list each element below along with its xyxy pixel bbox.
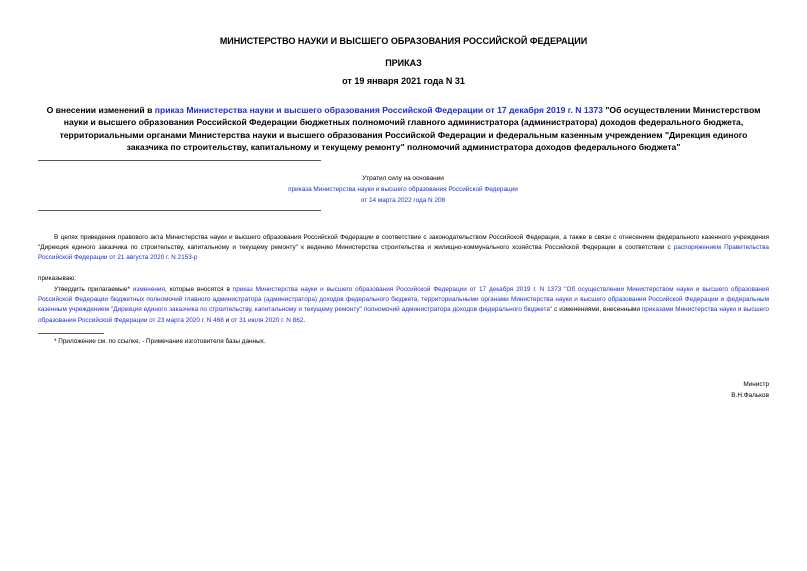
signature-name: В.Н.Фальков	[731, 392, 769, 399]
title-amended-order-link[interactable]: приказ Министерства науки и высшего образования Российской Федерации от 17 декабря 2019 г. N 1373	[154, 105, 603, 115]
intro-paragraph	[38, 233, 769, 264]
signature-position: Министр	[743, 381, 769, 388]
document-title	[38, 104, 769, 154]
amending-order-862-link[interactable]: от 31 июля 2020 г. N 862	[230, 316, 304, 324]
order-word: приказываю:	[38, 275, 76, 282]
approval-end: .	[303, 316, 306, 324]
amending-orders-link[interactable]: приказами Министерства науки и высшего образования Российской Федерации от 23 марта 2020 г. N 468	[38, 306, 769, 324]
approval-paragraph	[38, 285, 769, 326]
date-number-heading: от 19 января 2021 года N 31	[342, 76, 465, 86]
repealing-order-date-link[interactable]: от 14 марта 2022 года N 208	[360, 197, 446, 204]
approval-start: Утвердить прилагаемые*	[54, 286, 133, 293]
intro-text: В целях приведения правового акта Министерства науки и высшего образования Российской Федерации в соответствие с законодательством Российской Федерации, а также в связи с отнесением федерального казенного учреждения "Дирекция единого заказчика по строительству, капитальному и текущему ремонту" к ведению Министерства строительства и жилищно-коммунального хозяйства Российской Федерации в соответствии с	[38, 234, 769, 252]
status-note-text: Утратил силу на основании	[362, 175, 444, 182]
approval-mid1: , которые вносятся в	[164, 286, 233, 293]
title-prefix: О внесении изменений в	[46, 105, 155, 115]
signature-block	[569, 379, 769, 401]
footnote: * Приложение см. по ссылке. - Примечание изготовителя базы данных.	[54, 338, 266, 345]
approval-mid2: с изменениями, внесенными	[552, 306, 642, 314]
amended-order-link[interactable]: приказ Министерства науки и высшего образования Российской Федерации от 17 декабря 2019 г. N 1373 "Об осуществлении Министерством науки и высшего образования Российской Федерации бюджетных полномочий главного администратора (администратора) доходов федерального бюджета, территориальными органами Министерства науки и высшего образования Российской Федерации и федеральным казенным учреждением "Дирекция единого заказчика по строительству, капитальному и текущему ремонту" полномочий администратора доходов федерального бюджета"	[38, 286, 769, 314]
doc-type-heading: ПРИКАЗ	[385, 58, 422, 68]
changes-link[interactable]: изменения	[132, 286, 165, 293]
status-note	[210, 173, 596, 206]
divider-top	[38, 160, 321, 161]
approval-mid3: и	[223, 316, 231, 324]
title-rest: "Об осуществлении Министерством науки и высшего образования Российской Федерации бюджетных полномочий главного администратора (администратора) доходов федерального бюджета, территориальными органами Министерства науки и высшего образования Российской Федерации и федеральным казенным учреждением "Дирекция единого заказчика по строительству, капитальному и текущему ремонту" полномочий администратора доходов федерального бюджета"	[59, 105, 761, 153]
footnote-divider	[38, 333, 104, 334]
government-order-link[interactable]: распоряжением Правительства Российской Федерации от 21 августа 2020 г. N 2153-р	[38, 244, 769, 262]
divider-bottom	[38, 210, 321, 211]
repealing-order-link[interactable]: приказа Министерства науки и высшего образования Российской Федерации	[288, 186, 518, 193]
ministry-heading: МИНИСТЕРСТВО НАУКИ И ВЫСШЕГО ОБРАЗОВАНИЯ РОССИЙСКОЙ ФЕДЕРАЦИИ	[219, 36, 588, 46]
